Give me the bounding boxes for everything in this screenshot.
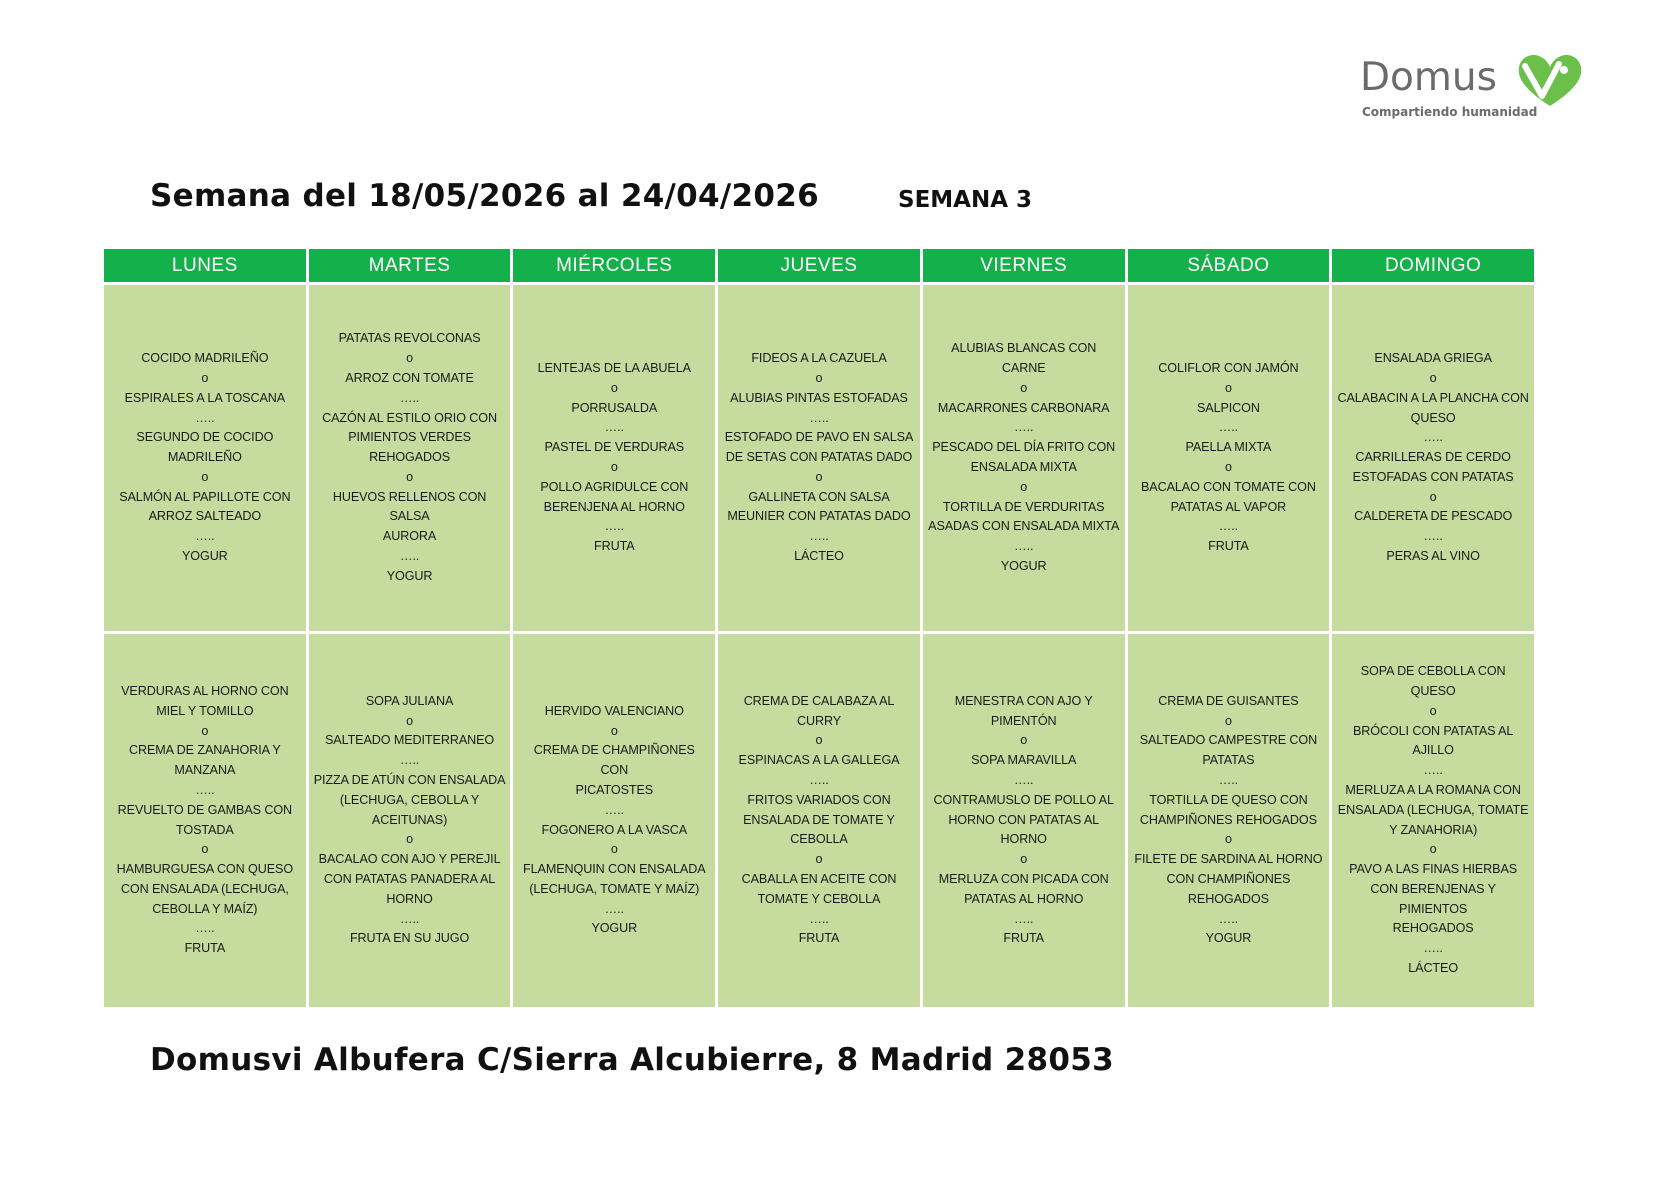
menu-line: o xyxy=(406,832,414,847)
menu-line: ….. xyxy=(604,519,624,534)
heart-logo-icon xyxy=(1515,52,1585,110)
menu-line: FRITOS VARIADOS CON xyxy=(747,792,891,807)
menu-cell xyxy=(1332,634,1534,1007)
menu-line: ESPIRALES A LA TOSCANA xyxy=(124,390,286,405)
menu-line: SALTEADO MEDITERRANEO xyxy=(325,733,495,748)
menu-line: o xyxy=(1429,703,1437,718)
menu-line: ….. xyxy=(1218,519,1239,534)
menu-line: PASTEL DE VERDURAS xyxy=(544,440,685,455)
menu-line: MERLUZA CON PICADA CON xyxy=(938,871,1109,886)
menu-line: MIEL Y TOMILLO xyxy=(156,703,254,718)
menu-line: CEBOLLA Y MAÍZ) xyxy=(152,901,258,916)
menu-line: CALABACIN A LA PLANCHA CON xyxy=(1337,390,1529,405)
menu-line: o xyxy=(1020,733,1028,748)
menu-line: ….. xyxy=(809,773,829,787)
menu-line: ….. xyxy=(195,921,215,936)
menu-line: MERLUZA A LA ROMANA CON xyxy=(1345,782,1521,797)
menu-line: MENESTRA CON AJO Y xyxy=(954,693,1093,708)
menu-line: COLIFLOR CON JAMÓN xyxy=(1158,361,1299,376)
menu-line: ….. xyxy=(399,549,420,564)
day-header: SÁBADO xyxy=(1128,249,1330,282)
menu-line: MANZANA xyxy=(174,763,236,778)
menu-line: SEGUNDO DE COCIDO xyxy=(136,430,274,445)
menu-line: ….. xyxy=(604,420,624,435)
menu-line: TORTILLA DE QUESO CON xyxy=(1149,792,1308,807)
menu-line: PAVO A LAS FINAS HIERBAS xyxy=(1349,862,1518,877)
menu-line: ….. xyxy=(1218,420,1239,435)
menu-line: HORNO xyxy=(1000,832,1047,847)
week-number: SEMANA 3 xyxy=(898,187,1033,213)
menu-line: CAZÓN AL ESTILO ORIO CON xyxy=(322,410,497,425)
menu-line: ESPINACAS A LA GALLEGA xyxy=(738,753,900,768)
menu-line: PATATAS AL HORNO xyxy=(964,891,1084,906)
menu-line: YOGUR xyxy=(591,921,638,936)
menu-line: REHOGADOS xyxy=(369,450,451,465)
menu-line: FRUTA EN SU JUGO xyxy=(349,931,470,946)
menu-line: o xyxy=(201,842,209,857)
menu-cell xyxy=(1332,285,1534,631)
day-header: JUEVES xyxy=(718,249,920,282)
menu-cell xyxy=(309,285,511,631)
menu-line: AJILLO xyxy=(1412,743,1454,758)
menu-line: ….. xyxy=(399,753,420,768)
menu-line: SALPICON xyxy=(1196,400,1260,415)
menu-line: CREMA DE ZANAHORIA Y xyxy=(128,743,281,758)
menu-cell xyxy=(718,285,920,631)
menu-line: CEBOLLA xyxy=(790,832,848,847)
domusvi-logo xyxy=(1360,52,1590,124)
menu-cell xyxy=(309,634,511,1007)
menu-line: HORNO CON PATATAS AL xyxy=(948,812,1100,827)
menu-line: ….. xyxy=(1218,911,1239,926)
menu-line: ….. xyxy=(1014,911,1034,926)
day-header: LUNES xyxy=(104,249,306,282)
menu-line: o xyxy=(815,733,823,748)
menu-line: ….. xyxy=(1014,539,1034,554)
logo-tagline: Compartiendo humanidad xyxy=(1362,105,1538,119)
menu-line: ARROZ SALTEADO xyxy=(148,509,262,524)
menu-line: REVUELTO DE GAMBAS CON xyxy=(117,802,293,817)
menu-line: ….. xyxy=(1218,773,1239,787)
menu-line: PAELLA MIXTA xyxy=(1185,440,1272,455)
menu-line: CONTRAMUSLO DE POLLO AL xyxy=(933,792,1114,807)
menu-line: CALDERETA DE PESCADO xyxy=(1354,509,1513,524)
menu-line: ….. xyxy=(195,410,215,425)
menu-line: ENSALADA (LECHUGA, TOMATE xyxy=(1337,802,1529,817)
menu-line: ….. xyxy=(604,901,624,916)
menu-line: Y ZANAHORIA) xyxy=(1389,822,1478,837)
menu-line: HAMBURGUESA CON QUESO xyxy=(116,862,294,877)
menu-line: PIMIENTOS VERDES xyxy=(348,430,471,445)
menu-line: PORRUSALDA xyxy=(571,400,658,415)
menu-line: ALUBIAS BLANCAS CON CARNE xyxy=(951,341,1097,376)
menu-line: CON CHAMPIÑONES xyxy=(1166,871,1291,886)
menu-line: ….. xyxy=(1014,420,1034,435)
menu-line: AURORA xyxy=(382,529,437,544)
menu-line: CON PATATAS PANADERA AL xyxy=(323,871,496,886)
menu-line: o xyxy=(201,370,209,385)
menu-line: o xyxy=(610,460,618,474)
menu-line: LENTEJAS DE LA ABUELA xyxy=(537,361,691,376)
week-title: Semana del 18/05/2026 al 24/04/2026 xyxy=(150,178,820,214)
menu-line: HORNO xyxy=(386,891,433,906)
menu-line: o xyxy=(1429,842,1437,857)
address-footer: Domusvi Albufera C/Sierra Alcubierre, 8 Madrid 28053 xyxy=(150,1042,1114,1078)
menu-line: FILETE DE SARDINA AL HORNO xyxy=(1134,852,1323,867)
menu-line: TOSTADA xyxy=(176,822,234,837)
menu-line: ….. xyxy=(399,911,420,926)
menu-line: YOGUR xyxy=(182,549,228,564)
menu-line: LÁCTEO xyxy=(794,549,844,564)
menu-line: o xyxy=(1429,489,1437,504)
menu-line: FRUTA xyxy=(594,539,635,554)
menu-line: TOMATE Y CEBOLLA xyxy=(757,891,881,906)
menu-line: TORTILLA DE VERDURITAS xyxy=(942,499,1105,514)
menu-line: HERVIDO VALENCIANO xyxy=(544,703,684,718)
menu-line: FRUTA xyxy=(1003,931,1044,946)
menu-line: BRÓCOLI CON PATATAS AL xyxy=(1352,723,1514,738)
menu-line: LÁCTEO xyxy=(1408,961,1459,976)
menu-line: o xyxy=(815,469,823,484)
day-header: DOMINGO xyxy=(1332,249,1534,282)
menu-line: VERDURAS AL HORNO CON xyxy=(121,683,289,698)
menu-line: (LECHUGA, TOMATE Y MAÍZ) xyxy=(529,881,700,896)
menu-line: ENSALADA MIXTA xyxy=(970,460,1077,474)
menu-line: o xyxy=(1020,380,1028,395)
menu-line: o xyxy=(406,351,414,366)
menu-line: o xyxy=(1429,370,1437,385)
menu-cell xyxy=(923,285,1125,631)
menu-line: (LECHUGA, CEBOLLA Y xyxy=(339,792,480,807)
menu-line: CREMA DE CHAMPIÑONES CON xyxy=(533,743,695,778)
menu-line: ….. xyxy=(809,911,829,926)
menu-line: DE SETAS CON PATATAS DADO xyxy=(725,450,913,465)
menu-cell xyxy=(923,634,1125,1007)
menu-line: o xyxy=(610,842,618,857)
menu-line: CON BERENJENAS Y PIMIENTOS xyxy=(1370,881,1496,916)
menu-line: FOGONERO A LA VASCA xyxy=(541,822,688,837)
menu-line: ACEITUNAS) xyxy=(371,812,448,827)
menu-line: ….. xyxy=(399,390,420,405)
menu-line: ….. xyxy=(1423,529,1443,544)
menu-line: ENSALADA GRIEGA xyxy=(1374,351,1492,366)
menu-line: SALMÓN AL PAPILLOTE CON xyxy=(119,489,291,504)
menu-line: PESCADO DEL DÍA FRITO CON xyxy=(932,440,1116,455)
menu-line: ….. xyxy=(809,410,829,425)
menu-cell xyxy=(1128,634,1330,1007)
menu-line: FIDEOS A LA CAZUELA xyxy=(751,351,887,366)
menu-line: o xyxy=(201,723,209,738)
menu-line: CON ENSALADA (LECHUGA, xyxy=(120,881,289,896)
menu-line: ESTOFADAS CON PATATAS xyxy=(1352,469,1514,484)
menu-cell xyxy=(513,285,715,631)
menu-line: ALUBIAS PINTAS ESTOFADAS xyxy=(730,390,908,405)
menu-line: SALTEADO CAMPESTRE CON xyxy=(1139,733,1318,748)
day-header: MIÉRCOLES xyxy=(513,249,715,282)
menu-line: BACALAO CON AJO Y PEREJIL xyxy=(318,852,501,867)
menu-line: CHAMPIÑONES REHOGADOS xyxy=(1139,812,1317,827)
menu-line: YOGUR xyxy=(1000,558,1047,573)
menu-line: ESTOFADO DE PAVO EN SALSA xyxy=(724,430,914,445)
menu-line: REHOGADOS xyxy=(1187,891,1269,906)
menu-line: PERAS AL VINO xyxy=(1386,549,1480,564)
menu-line: o xyxy=(1020,479,1028,494)
menu-line: ….. xyxy=(1014,773,1034,787)
menu-line: CARRILLERAS DE CERDO xyxy=(1355,450,1511,465)
menu-line: SOPA MARAVILLA xyxy=(971,753,1077,768)
menu-line: QUESO xyxy=(1410,410,1456,425)
menu-line: BERENJENA AL HORNO xyxy=(543,499,685,514)
menu-line: ENSALADA DE TOMATE Y xyxy=(743,812,895,827)
menu-line: o xyxy=(1224,460,1232,474)
menu-line: PATATAS AL VAPOR xyxy=(1170,499,1287,514)
menu-line: REHOGADOS xyxy=(1392,921,1474,936)
menu-line: o xyxy=(406,713,414,728)
menu-line: FRUTA xyxy=(184,941,226,956)
menu-cell xyxy=(104,285,306,631)
menu-line: PICATOSTES xyxy=(575,782,654,797)
menu-line: o xyxy=(610,723,618,738)
menu-line: ….. xyxy=(1423,430,1443,445)
menu-line: FRUTA xyxy=(798,931,840,946)
menu-line: ….. xyxy=(1423,941,1443,956)
menu-line: PATATAS xyxy=(1202,753,1255,768)
menu-line: MADRILEÑO xyxy=(167,450,242,465)
menu-line: SOPA DE CEBOLLA CON QUESO xyxy=(1360,664,1506,698)
menu-line: o xyxy=(1224,713,1232,728)
menu-line: o xyxy=(1224,380,1232,395)
menu-line: PIMENTÓN xyxy=(990,713,1057,728)
menu-line: CABALLA EN ACEITE CON xyxy=(741,871,897,886)
menu-line: o xyxy=(201,469,209,484)
menu-line: ….. xyxy=(809,529,829,544)
day-header: VIERNES xyxy=(923,249,1125,282)
menu-line: POLLO AGRIDULCE CON xyxy=(540,479,689,494)
menu-line: PIZZA DE ATÚN CON ENSALADA xyxy=(313,773,506,787)
menu-cell xyxy=(104,634,306,1007)
day-header: MARTES xyxy=(309,249,511,282)
menu-line: PATATAS REVOLCONAS xyxy=(338,331,481,346)
menu-line: ….. xyxy=(1423,763,1443,778)
menu-line: GALLINETA CON SALSA xyxy=(748,489,890,504)
menu-cell xyxy=(1128,285,1330,631)
menu-line: o xyxy=(610,380,618,395)
menu-line: o xyxy=(815,852,823,867)
menu-line: MACARRONES CARBONARA xyxy=(937,400,1110,415)
menu-line: ….. xyxy=(604,802,624,817)
menu-line: COCIDO MADRILEÑO xyxy=(141,351,269,366)
menu-line: BACALAO CON TOMATE CON xyxy=(1140,479,1316,494)
menu-cell xyxy=(718,634,920,1007)
menu-cell xyxy=(513,634,715,1007)
menu-line: o xyxy=(1020,852,1028,867)
menu-line: HUEVOS RELLENOS CON SALSA xyxy=(332,489,487,524)
menu-line: YOGUR xyxy=(386,568,433,583)
menu-line: CREMA DE CALABAZA AL CURRY xyxy=(743,693,895,728)
menu-line: FLAMENQUIN CON ENSALADA xyxy=(523,862,706,877)
logo-brand: Domus xyxy=(1360,55,1497,100)
menu-line: o xyxy=(406,469,414,484)
menu-line: o xyxy=(1224,832,1232,847)
menu-line: MEUNIER CON PATATAS DADO xyxy=(727,509,911,524)
menu-line: ARROZ CON TOMATE xyxy=(345,370,474,385)
menu-line: o xyxy=(815,370,823,385)
menu-line: FRUTA xyxy=(1208,539,1249,554)
menu-line: SOPA JULIANA xyxy=(365,693,454,708)
menu-table xyxy=(104,249,1534,1007)
menu-line: YOGUR xyxy=(1205,931,1252,946)
menu-line: CREMA DE GUISANTES xyxy=(1158,693,1299,708)
menu-line: ASADAS CON ENSALADA MIXTA xyxy=(928,519,1120,534)
menu-line: ….. xyxy=(195,529,215,544)
menu-line: ….. xyxy=(195,782,215,797)
